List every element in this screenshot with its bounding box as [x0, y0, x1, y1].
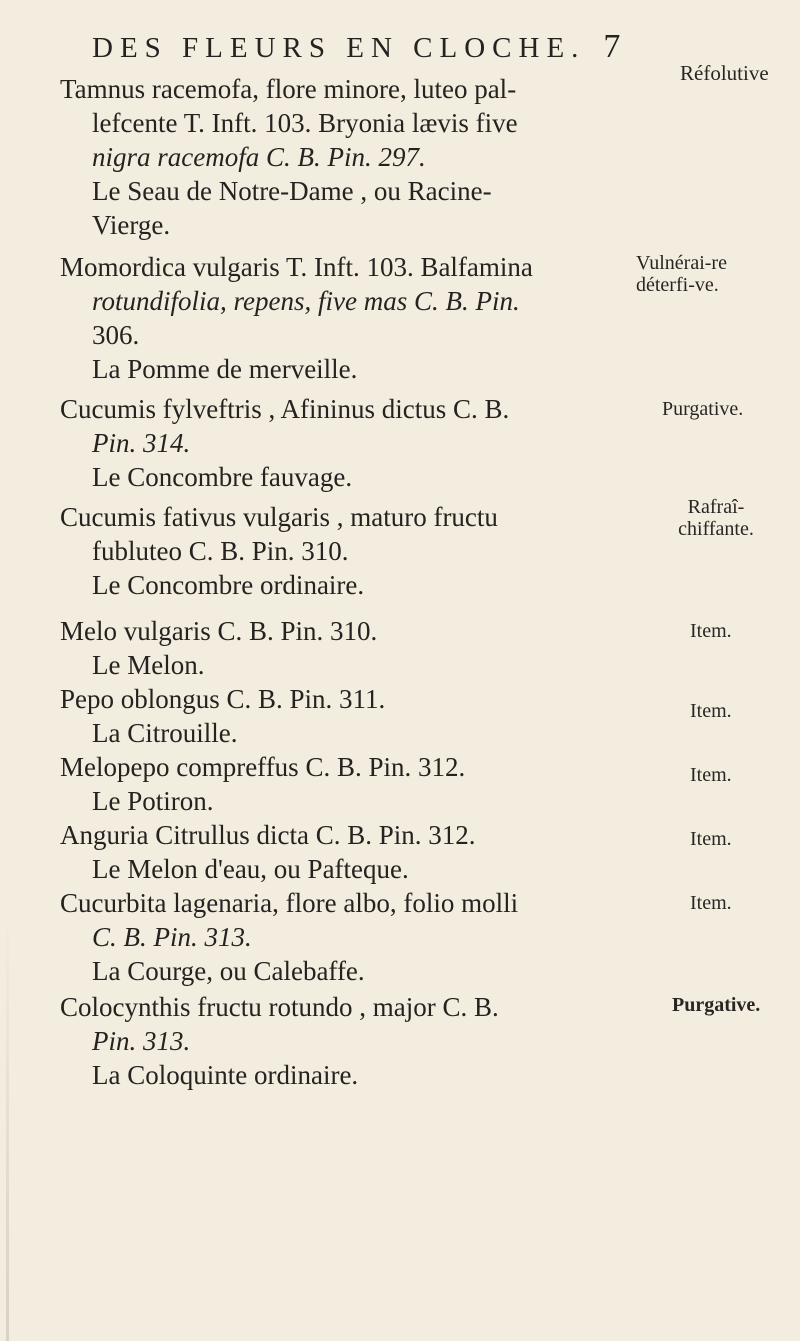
plant-entry-melopepo: [60, 750, 620, 818]
page-edge-shadow: [6, 900, 9, 1341]
latin-line: 306.: [92, 320, 140, 350]
latin-line: fubluteo C. B. Pin. 310.: [92, 536, 349, 566]
latin-line: nigra racemofa C. B. Pin. 297.: [92, 142, 426, 172]
running-header: [92, 28, 627, 66]
plant-entry-cucumis-sylvestris: [60, 392, 620, 494]
latin-line: Melopepo compreffus C. B. Pin. 312.: [60, 752, 466, 782]
plant-entry-cucumis-sativus: [60, 500, 620, 602]
french-name: Le Seau de Notre-Dame , ou Racine-: [92, 176, 492, 206]
latin-line: Pin. 313.: [92, 1026, 191, 1056]
property-label: Purgative.: [672, 994, 761, 1016]
latin-line: Colocynthis fructu rotundo , major C. B.: [60, 992, 499, 1022]
plant-entry-colocynthis: [60, 990, 620, 1092]
property-label: Item.: [690, 892, 732, 914]
french-name: Le Concombre fauvage.: [92, 462, 353, 492]
plant-entry-momordica: [60, 250, 620, 386]
plant-entry-melo: [60, 614, 620, 682]
running-title: DES FLEURS EN CLOCHE.: [92, 32, 586, 64]
latin-line: Cucumis fativus vulgaris , maturo fructu: [60, 502, 498, 532]
latin-line: Tamnus racemofa, flore minore, luteo pal-: [60, 74, 517, 104]
french-name: La Courge, ou Calebaffe.: [92, 956, 365, 986]
plant-entry-cucurbita: [60, 886, 620, 988]
french-name: Le Potiron.: [92, 786, 214, 816]
french-name: Vierge.: [92, 210, 171, 240]
latin-line: Anguria Citrullus dicta C. B. Pin. 312.: [60, 820, 476, 850]
latin-line: Pin. 314.: [92, 428, 191, 458]
property-label: Item.: [690, 620, 732, 642]
plant-entry-pepo: [60, 682, 620, 750]
page-number: 7: [603, 28, 628, 65]
french-name: Le Concombre ordinaire.: [92, 570, 365, 600]
latin-line: C. B. Pin. 313.: [92, 922, 252, 952]
french-name: Le Melon d'eau, ou Pafteque.: [92, 854, 409, 884]
latin-line: Momordica vulgaris T. Inft. 103. Balfamina: [60, 252, 533, 282]
property-label: Item.: [690, 828, 732, 850]
latin-line: Cucurbita lagenaria, flore albo, folio molli: [60, 888, 519, 918]
french-name: La Coloquinte ordinaire.: [92, 1060, 359, 1090]
property-label: Item.: [690, 700, 732, 722]
latin-line: Melo vulgaris C. B. Pin. 310.: [60, 616, 378, 646]
property-label: Purgative.: [662, 398, 744, 420]
latin-line: Cucumis fylveftris , Afininus dictus C. B.: [60, 394, 510, 424]
latin-line: rotundifolia, repens, five mas C. B. Pin.: [92, 286, 520, 316]
latin-line: Pepo oblongus C. B. Pin. 311.: [60, 684, 386, 714]
french-name: La Pomme de merveille.: [92, 354, 358, 384]
latin-line: lefcente T. Inft. 103. Bryonia lævis five: [92, 108, 518, 138]
plant-entry-tamnus: [60, 72, 620, 242]
property-label: Rafraî-chiffante.: [678, 496, 754, 540]
property-label: Vulnérai-re déterfi-ve.: [636, 252, 727, 296]
property-label: Item.: [690, 764, 732, 786]
french-name: La Citrouille.: [92, 718, 238, 748]
property-label: Réfolutive: [680, 61, 769, 85]
plant-entry-anguria: [60, 818, 620, 886]
french-name: Le Melon.: [92, 650, 205, 680]
